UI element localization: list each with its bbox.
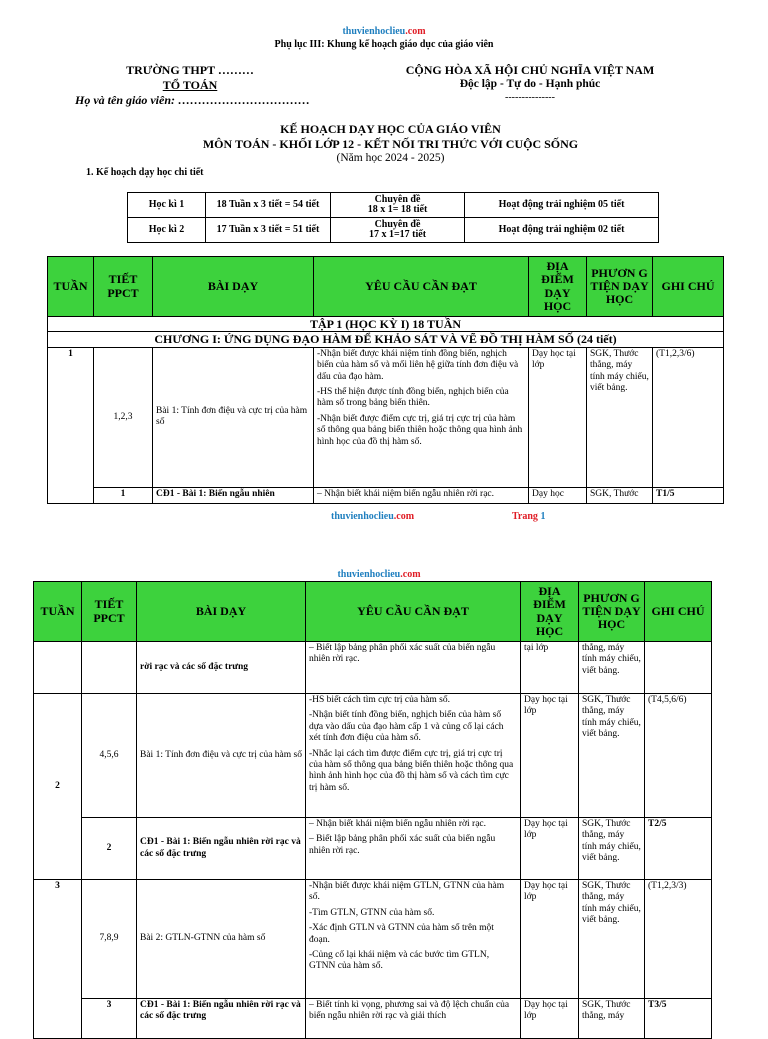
requirements bbox=[306, 880, 521, 999]
chapter-heading: CHƯƠNG I: ỨNG DỤNG ĐẠO HÀM ĐỂ KHẢO SÁT VÀ VẼ ĐỒ THỊ HÀM SỐ (24 tiết) bbox=[48, 332, 724, 347]
requirements bbox=[306, 694, 521, 818]
teaching-tools: SGK, Thước thẳng, máy bbox=[579, 999, 645, 1039]
col-lesson: BÀI DẠY bbox=[153, 257, 314, 317]
republic-title: CỘNG HÒA XÃ HỘI CHỦ NGHĨA VIỆT NAM bbox=[405, 63, 655, 77]
col-note: GHI CHÚ bbox=[645, 582, 712, 642]
semester-weeks: 17 Tuần x 3 tiết = 51 tiết bbox=[206, 218, 331, 243]
period-number: 4,5,6 bbox=[82, 694, 137, 818]
table-row bbox=[48, 487, 724, 503]
site-watermark: thuvienhoclieu.com bbox=[337, 569, 421, 580]
table-row bbox=[34, 642, 712, 694]
col-requirement: YÊU CẦU CẦN ĐẠT bbox=[314, 257, 529, 317]
col-period: TIẾT PPCT bbox=[94, 257, 153, 317]
requirements bbox=[306, 818, 521, 880]
teacher-name-line: Họ và tên giáo viên: …………………………… bbox=[75, 93, 310, 107]
note: T1/5 bbox=[653, 487, 724, 503]
teaching-place: Dạy học tại lớp bbox=[529, 347, 587, 487]
note: T3/5 bbox=[645, 999, 712, 1039]
period-number bbox=[82, 642, 137, 694]
section-heading: 1. Kế hoạch dạy học chi tiết bbox=[86, 167, 204, 178]
requirement-item: -Xác định GTLN và GTNN của hàm số trên một đoạn. bbox=[309, 923, 494, 945]
requirement-item: -HS thể hiện được tính đồng biến, nghịch biến của hàm số trong bảng biến thiên. bbox=[317, 386, 509, 409]
requirement-item: -HS biết cách tìm cực trị của hàm số. bbox=[309, 695, 451, 705]
lesson-name: rời rạc và các số đặc trưng bbox=[137, 642, 306, 694]
week-number: 3 bbox=[34, 880, 82, 1039]
lesson-name: Bài 2: GTLN-GTNN của hàm số bbox=[137, 880, 306, 999]
requirement-item: -Củng cố lại khái niệm và các bước tìm GTLN, GTNN của hàm số. bbox=[309, 949, 490, 972]
table-row bbox=[34, 694, 712, 818]
note: T2/5 bbox=[645, 818, 712, 880]
table-row bbox=[48, 347, 724, 487]
teaching-tools: SGK, Thước thẳng, máy tính máy chiếu, viết bảng. bbox=[579, 694, 645, 818]
requirement-item: -Nhận biết được điểm cực trị, giá trị cực trị của hàm số thông qua bảng biến thiên hoặc thông qua hình ảnh hình học của đồ thị hàm số. bbox=[317, 413, 523, 447]
teaching-place: Dạy học bbox=[529, 487, 587, 503]
note: (T1,2,3/3) bbox=[645, 880, 712, 999]
requirements: – Biết tính kì vọng, phương sai và độ lệch chuẩn của biến ngẫu nhiên rời rạc và giải thích bbox=[306, 999, 521, 1039]
requirements: – Biết lập bảng phân phối xác suất của biến ngẫu nhiên rời rạc. bbox=[306, 642, 521, 694]
teaching-place: Dạy học tại lớp bbox=[521, 818, 579, 880]
lesson-name: Bài 1: Tính đơn điệu và cực trị của hàm số bbox=[137, 694, 306, 818]
week-number bbox=[34, 642, 82, 694]
teaching-tools: SGK, Thước thẳng, máy tính máy chiếu, viết bảng. bbox=[587, 347, 653, 487]
footer-site: thuvienhoclieu.com bbox=[331, 511, 415, 522]
note: (T1,2,3/6) bbox=[653, 347, 724, 487]
semester-topic bbox=[331, 218, 465, 243]
teaching-place: Dạy học tại lớp bbox=[521, 999, 579, 1039]
topic-label: Chuyên đề bbox=[374, 193, 421, 205]
col-period: TIẾT PPCT bbox=[82, 582, 137, 642]
teaching-tools: SGK, Thước thẳng, máy tính máy chiếu, viết bảng. bbox=[579, 818, 645, 880]
plan-title: KẾ HOẠCH DẠY HỌC CỦA GIÁO VIÊN bbox=[280, 122, 501, 136]
teaching-place: tại lớp bbox=[521, 642, 579, 694]
semester-topic bbox=[331, 193, 465, 218]
topic-label: Chuyên đề bbox=[374, 218, 421, 230]
week-number: 1 bbox=[48, 347, 94, 503]
requirements bbox=[314, 347, 529, 487]
requirements: – Nhận biết khái niệm biến ngẫu nhiên rời rạc. bbox=[314, 487, 529, 503]
period-number: 1,2,3 bbox=[94, 347, 153, 487]
semester-activity: Hoạt động trải nghiệm 05 tiết bbox=[465, 193, 659, 218]
period-number: 3 bbox=[82, 999, 137, 1039]
table-header-row bbox=[34, 582, 712, 642]
teaching-tools: thẳng, máy tính máy chiếu, viết bảng. bbox=[579, 642, 645, 694]
lesson-name: Bài 1: Tính đơn điệu và cực trị của hàm số bbox=[153, 347, 314, 487]
lesson-name: CĐ1 - Bài 1: Biến ngẫu nhiên rời rạc và các số đặc trưng bbox=[137, 999, 306, 1039]
appendix-line: Phụ lục III: Khung kế hoạch giáo dục của giáo viên bbox=[274, 39, 494, 50]
table-row bbox=[34, 999, 712, 1039]
requirement-item: -Nhận biết tính đồng biến, nghịch biến của hàm số dựa vào dấu của đạo hàm cấp 1 và củng cố lại cách xét tính đơn điệu của hàm số. bbox=[309, 710, 504, 744]
topic-count: 18 x 1= 18 tiết bbox=[367, 204, 428, 215]
school-name: TRƯỜNG THPT ……… bbox=[126, 63, 254, 77]
semester-activity: Hoạt động trải nghiệm 02 tiết bbox=[465, 218, 659, 243]
motto: Độc lập - Tự do - Hạnh phúc bbox=[459, 78, 601, 90]
table-row bbox=[34, 818, 712, 880]
week-number: 2 bbox=[34, 694, 82, 880]
site-watermark: thuvienhoclieu.com bbox=[342, 26, 426, 37]
lesson-name: CĐ1 - Bài 1: Biến ngẫu nhiên rời rạc và các số đặc trưng bbox=[137, 818, 306, 880]
teaching-tools: SGK, Thước bbox=[587, 487, 653, 503]
department: TỔ TOÁN bbox=[162, 78, 218, 92]
volume-heading: TẬP 1 (HỌC KỲ I) 18 TUẦN bbox=[48, 317, 724, 332]
requirement-item: -Nhận biết được khái niệm GTLN, GTNN của hàm số. bbox=[309, 881, 505, 903]
period-number: 2 bbox=[82, 818, 137, 880]
school-year: (Năm học 2024 - 2025) bbox=[336, 152, 445, 164]
col-tools: PHƯƠN G TIỆN DẠY HỌC bbox=[587, 257, 653, 317]
semester-weeks: 18 Tuần x 3 tiết = 54 tiết bbox=[206, 193, 331, 218]
col-tools: PHƯƠN G TIỆN DẠY HỌC bbox=[579, 582, 645, 642]
subject-title: MÔN TOÁN - KHỐI LỚP 12 - KẾT NỐI TRI THỨC VỚI CUỘC SỐNG bbox=[202, 137, 579, 151]
table-row bbox=[34, 880, 712, 999]
semester-table bbox=[127, 192, 659, 243]
requirement-item: – Nhận biết khái niệm biến ngẫu nhiên rời rạc. bbox=[309, 819, 487, 829]
requirement-item: -Nhắc lại cách tìm được điểm cực trị, giá trị cực trị của hàm số thông qua bảng biến thiên hoặc thông qua hình ảnh hình học của đồ thị hàm số và cách tìm cực trị hàm số. bbox=[309, 748, 514, 793]
page-number: Trang 1 bbox=[512, 511, 546, 522]
teaching-place: Dạy học tại lớp bbox=[521, 880, 579, 999]
period-number: 1 bbox=[94, 487, 153, 503]
topic-count: 17 x 1=17 tiết bbox=[368, 229, 427, 240]
requirement-item: -Tìm GTLN, GTNN của hàm số. bbox=[309, 907, 435, 918]
col-note: GHI CHÚ bbox=[653, 257, 724, 317]
col-place: ĐỊA ĐIỂM DẠY HỌC bbox=[521, 582, 579, 642]
col-lesson: BÀI DẠY bbox=[137, 582, 306, 642]
note bbox=[645, 642, 712, 694]
col-place: ĐỊA ĐIỂM DẠY HỌC bbox=[529, 257, 587, 317]
col-week: TUẦN bbox=[48, 257, 94, 317]
teaching-tools: SGK, Thước thẳng, máy tính máy chiếu, viết bảng. bbox=[579, 880, 645, 999]
semester-name: Học kì 2 bbox=[128, 218, 206, 243]
col-week: TUẦN bbox=[34, 582, 82, 642]
requirement-item: -Nhận biết được khái niệm tính đồng biến, nghịch biến của hàm số và mối liên hệ giữa tính đơn điệu và dấu của đạo hàm. bbox=[317, 348, 519, 382]
motto-divider: --------------- bbox=[505, 92, 555, 103]
period-number: 7,8,9 bbox=[82, 880, 137, 999]
semester-name: Học kì 1 bbox=[128, 193, 206, 218]
note: (T4,5,6/6) bbox=[645, 694, 712, 818]
col-requirement: YÊU CẦU CẦN ĐẠT bbox=[306, 582, 521, 642]
semester-row bbox=[128, 193, 659, 218]
plan-table-page2 bbox=[33, 581, 712, 1039]
requirement-item: – Biết lập bảng phân phối xác suất của biến ngẫu nhiên rời rạc. bbox=[309, 834, 496, 856]
plan-table-page1 bbox=[47, 256, 724, 504]
teaching-place: Dạy học tại lớp bbox=[521, 694, 579, 818]
lesson-name: CĐ1 - Bài 1: Biến ngẫu nhiên bbox=[153, 487, 314, 503]
table-header-row bbox=[48, 257, 724, 317]
semester-row bbox=[128, 218, 659, 243]
